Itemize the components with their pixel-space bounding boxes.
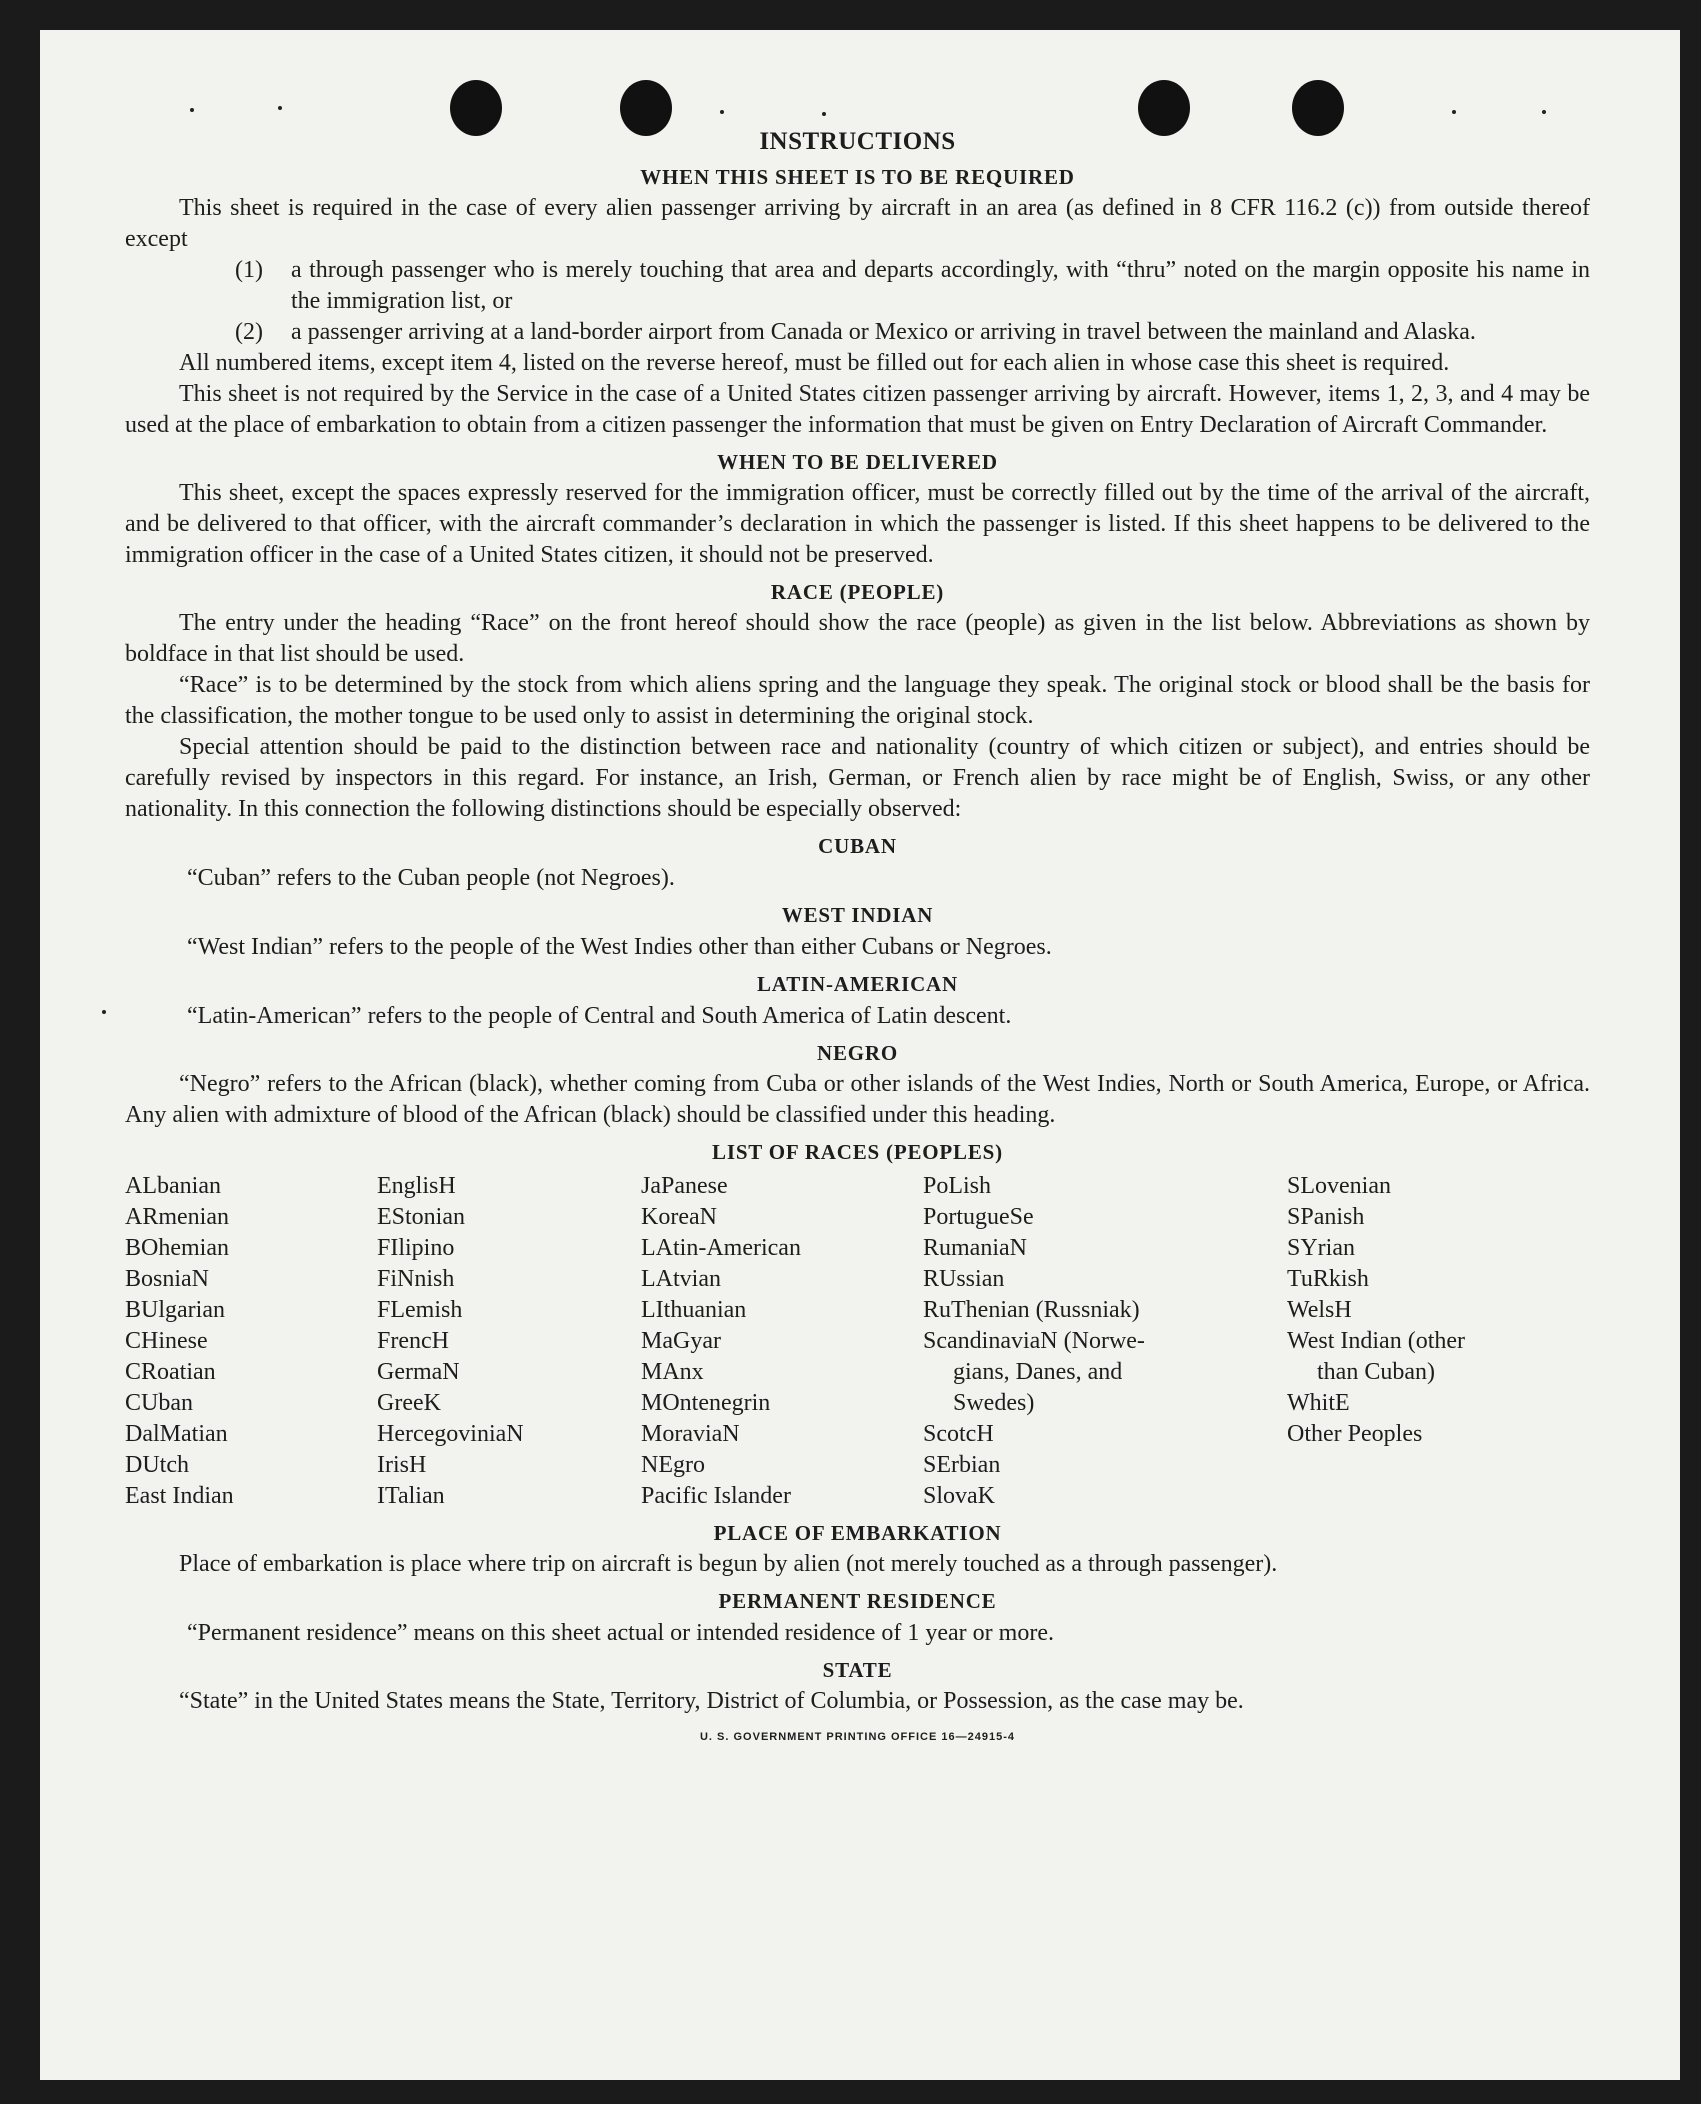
required-paragraph-2: All numbered items, except item 4, listed on the reverse hereof, must be filled out for each alien in whose case this sheet is required.: [179, 350, 1450, 376]
race-item: ITalian: [377, 1483, 445, 1509]
race-paragraph-1: The entry under the heading “Race” on the front hereof should show the race (people) as given in the list below. Abbreviations as shown by boldface in that list should be used.: [125, 610, 1590, 667]
heading-cuban: CUBAN: [818, 834, 897, 858]
delivered-paragraph: This sheet, except the spaces expressly reserved for the immigration officer, must be correctly filled out by the time of the arrival of the aircraft, and be delivered to that officer, with the aircraft commander’s declaration in which the passenger is listed. If this sheet happens to be delivered to the immigration officer in the case of a United States citizen, it should not be preserved.: [125, 480, 1590, 568]
heading-embarkation: PLACE OF EMBARKATION: [713, 1521, 1002, 1545]
cuban-definition: “Cuban” refers to the Cuban people (not Negroes).: [187, 865, 675, 891]
race-item-continued: than Cuban): [1317, 1359, 1435, 1385]
heading-west-indian: WEST INDIAN: [781, 903, 934, 927]
race-item: RumaniaN: [923, 1235, 1027, 1261]
race-item: SYrian: [1287, 1235, 1355, 1261]
race-item: PortugueSe: [923, 1204, 1034, 1230]
race-item: HercegoviniaN: [377, 1421, 524, 1447]
race-column-1: [125, 1171, 377, 1512]
heading-race: RACE (PEOPLE): [770, 580, 945, 604]
printing-office-footer: U. S. GOVERNMENT PRINTING OFFICE 16—24915-4: [699, 1731, 1015, 1743]
state-definition: “State” in the United States means the State, Territory, District of Columbia, or Possession, as the case may be.: [179, 1688, 1244, 1714]
race-item: CRoatian: [125, 1359, 216, 1385]
race-item: RuThenian (Russniak): [923, 1297, 1140, 1323]
race-item: EStonian: [377, 1204, 465, 1230]
race-item: East Indian: [125, 1483, 234, 1509]
race-item: FIlipino: [377, 1235, 455, 1261]
document-sheet: [40, 30, 1680, 2080]
race-item: SErbian: [923, 1452, 1001, 1478]
race-item: JaPanese: [641, 1173, 728, 1199]
required-paragraph-1: This sheet is required in the case of every alien passenger arriving by aircraft in an area (as defined in 8 CFR 116.2 (c)) from outside thereof except: [125, 195, 1590, 252]
heading-residence: PERMANENT RESIDENCE: [718, 1589, 997, 1613]
race-item: DalMatian: [125, 1421, 228, 1447]
race-item: WelsH: [1287, 1297, 1352, 1323]
race-column-4: [923, 1171, 1287, 1512]
race-item: BUlgarian: [125, 1297, 225, 1323]
race-item-continued: Swedes): [953, 1390, 1035, 1416]
race-item: ScotcH: [923, 1421, 994, 1447]
race-item: IrisH: [377, 1452, 427, 1478]
race-item: SPanish: [1287, 1204, 1365, 1230]
west-indian-definition: “West Indian” refers to the people of the West Indies other than either Cubans or Negroes.: [187, 934, 1052, 960]
instructions-content: [125, 128, 1590, 1743]
race-item: MaGyar: [641, 1328, 721, 1354]
race-item: GreeK: [377, 1390, 441, 1416]
race-item: KoreaN: [641, 1204, 717, 1230]
negro-definition: “Negro” refers to the African (black), whether coming from Cuba or other islands of the West Indies, North or South America, Europe, or Africa. Any alien with admixture of blood of the African (black) should be classified under this heading.: [125, 1071, 1590, 1128]
race-item: BosniaN: [125, 1266, 209, 1292]
race-paragraph-3: Special attention should be paid to the distinction between race and nationality (country of which citizen or subject), and entries should be carefully revised by inspectors in this regard. For instance, an Irish, German, or French alien by race might be of English, Swiss, or any other nationality. In this connection the following distinctions should be especially observed:: [125, 734, 1590, 822]
race-item: West Indian (other: [1287, 1328, 1466, 1354]
race-column-5: [1287, 1171, 1577, 1512]
item-number: (2): [235, 319, 263, 345]
race-item: DUtch: [125, 1452, 189, 1478]
required-paragraph-3: This sheet is not required by the Service in the case of a United States citizen passenger arriving by aircraft. However, items 1, 2, 3, and 4 may be used at the place of embarkation to obtain from a citizen passenger the information that must be given on Entry Declaration of Aircraft Commander.: [125, 381, 1590, 438]
page-title: INSTRUCTIONS: [759, 128, 956, 155]
race-item: NEgro: [641, 1452, 705, 1478]
race-paragraph-2: “Race” is to be determined by the stock from which aliens spring and the language they speak. The original stock or blood shall be the basis for the classification, the mother tongue to be used only to assist in determining the original stock.: [125, 672, 1590, 729]
race-item: TuRkish: [1287, 1266, 1369, 1292]
race-item: MAnx: [641, 1359, 704, 1385]
speck: [822, 112, 826, 116]
speck: [278, 106, 282, 110]
race-item: FrencH: [377, 1328, 449, 1354]
race-item: CHinese: [125, 1328, 208, 1354]
race-item: BOhemian: [125, 1235, 229, 1261]
race-item: ScandinaviaN (Norwe-: [923, 1328, 1145, 1354]
item-text: a passenger arriving at a land-border airport from Canada or Mexico or arriving in travel between the mainland and Alaska.: [291, 319, 1476, 345]
speck: [190, 108, 194, 112]
speck: [102, 1010, 106, 1014]
race-item-continued: gians, Danes, and: [953, 1359, 1123, 1385]
item-number: (1): [235, 257, 263, 283]
latin-american-definition: “Latin-American” refers to the people of Central and South America of Latin descent.: [187, 1003, 1012, 1029]
race-column-3: [641, 1171, 923, 1512]
race-item: SlovaK: [923, 1483, 995, 1509]
heading-required: WHEN THIS SHEET IS TO BE REQUIRED: [640, 165, 1075, 189]
race-item: WhitE: [1287, 1390, 1350, 1416]
race-list: [125, 1171, 1590, 1512]
race-item: ALbanian: [125, 1173, 221, 1199]
speck: [1542, 110, 1546, 114]
exception-item-1: [235, 255, 1590, 317]
race-item: SLovenian: [1287, 1173, 1391, 1199]
heading-list-of-races: LIST OF RACES (PEOPLES): [712, 1140, 1003, 1164]
race-item: RUssian: [923, 1266, 1005, 1292]
race-item: ARmenian: [125, 1204, 229, 1230]
heading-latin-american: LATIN-AMERICAN: [757, 972, 958, 996]
race-item: Pacific Islander: [641, 1483, 791, 1509]
race-item: LAtvian: [641, 1266, 721, 1292]
heading-state: STATE: [822, 1658, 893, 1682]
race-item: CUban: [125, 1390, 193, 1416]
heading-delivered: WHEN TO BE DELIVERED: [717, 450, 998, 474]
race-item: GermaN: [377, 1359, 460, 1385]
residence-definition: “Permanent residence” means on this sheet actual or intended residence of 1 year or more.: [187, 1620, 1054, 1646]
race-item: MOntenegrin: [641, 1390, 771, 1416]
exception-item-2: [235, 317, 1590, 348]
speck: [720, 110, 724, 114]
race-column-2: [377, 1171, 641, 1512]
race-item: MoraviaN: [641, 1421, 740, 1447]
race-item: EnglisH: [377, 1173, 456, 1199]
race-item: FiNnish: [377, 1266, 455, 1292]
embarkation-definition: Place of embarkation is place where trip on aircraft is begun by alien (not merely touched as a through passenger).: [179, 1551, 1278, 1577]
heading-negro: NEGRO: [816, 1041, 898, 1065]
item-text: a through passenger who is merely touching that area and departs accordingly, with “thru” noted on the margin opposite his name in the immigration list, or: [291, 257, 1590, 314]
speck: [1452, 110, 1456, 114]
race-item: LAtin-American: [641, 1235, 801, 1261]
race-item: Other Peoples: [1287, 1421, 1423, 1447]
race-item: FLemish: [377, 1297, 463, 1323]
race-item: PoLish: [923, 1173, 992, 1199]
race-item: LIthuanian: [641, 1297, 747, 1323]
